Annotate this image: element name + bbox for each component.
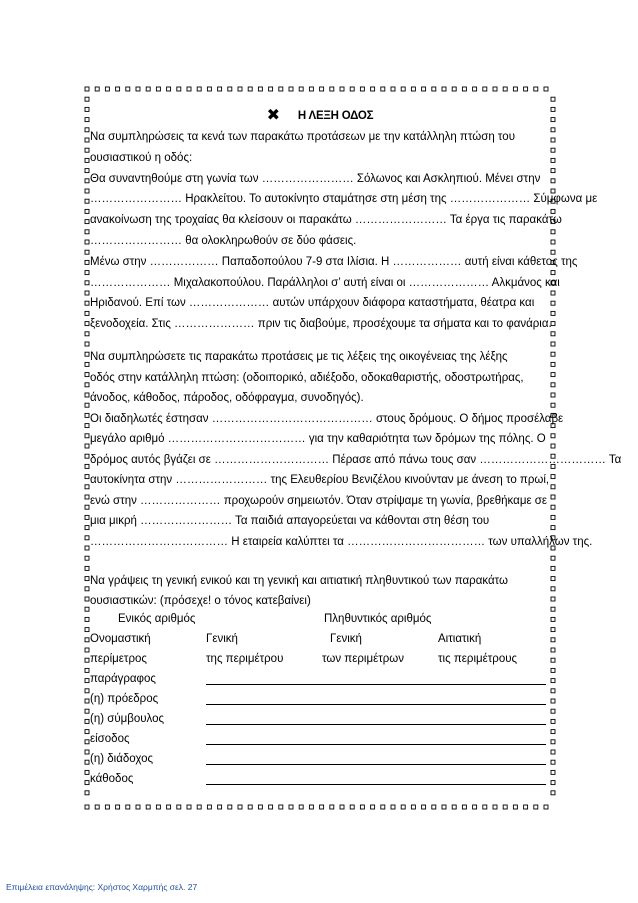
- exercise-1-line: Θα συναντηθούμε στη γωνία των …………………… Σόλωνος και Ασκληπιού. Μένει στην: [90, 172, 541, 185]
- title-text: Η ΛΕΞΗ ΟΔΟΣ: [297, 110, 374, 122]
- header-plural: Πληθυντικός αριθμός: [324, 613, 432, 625]
- butterfly-icon: ✖: [266, 107, 280, 124]
- header-singular: Ενικός αριθμός: [118, 613, 196, 625]
- exercise-3-intro-line: Να γράψεις τη γενική ενικού και τη γενική και αιτιατική πληθυντικού των παρακάτω: [90, 575, 508, 587]
- example-cell: της περιμέτρου: [206, 653, 284, 665]
- exercise-2-line: αυτοκίνητα στην …………………… της Ελευθερίου Βενιζέλου κινούνταν με άνεση το πρωί,: [90, 474, 550, 486]
- exercise-2-line: ενώ στην ………………… προχωρούν σημειωτόν. Όταν στρίψαμε τη γωνία, βρεθήκαμε σε: [90, 494, 547, 507]
- exercise-1-line: …………………… Ηρακλείτου. Το αυτοκίνητο σταμάτησε στη μέση της ………………… Σύμφωνα με: [90, 193, 598, 206]
- exercise-3-intro-line: ουσιαστικών: (πρόσεχε! ο τόνος κατεβαίνει): [90, 595, 311, 607]
- example-cell: των περιμέτρων: [322, 653, 405, 665]
- exercise-1-line: Μένω στην ……………… Παπαδοπούλου 7-9 στα Ιλίσια. Η ……………… αυτή είναι κάθετος της: [90, 255, 578, 268]
- exercise-2-line: Να συμπληρώσετε τις παρακάτω προτάσεις με τις λέξεις της οικογένειας της λέξης: [90, 351, 508, 363]
- exercise-2-line: οδός στην κατάλληλη πτώση: (οδοιπορικό, αδιέξοδο, οδοκαθαριστής, οδοστρωτήρας,: [90, 371, 524, 384]
- exercise-1-line: ουσιαστικού η οδός:: [90, 151, 193, 164]
- word-cell: παράγραφος: [90, 673, 156, 685]
- answer-line[interactable]: [206, 744, 546, 745]
- page-title: [90, 104, 550, 124]
- exercise-1-line: ανακοίνωση της τροχαίας θα κλείσουν οι παρακάτω …………………… Τα έργα τις παρακάτω: [90, 214, 562, 227]
- exercise-2-line: ……………………………… Η εταιρεία καλύπτει τα ……………………………… των υπαλλήλων της.: [90, 535, 593, 548]
- exercise-2-line: Οι διαδηλωτές έστησαν …………………………………… στους δρόμους. Ο δήμος προσέλαβε: [90, 412, 564, 425]
- word-cell: (η) σύμβουλος: [90, 713, 165, 725]
- exercise-1-line: …………………… θα ολοκληρωθούν σε δύο φάσεις.: [90, 235, 357, 247]
- exercise-1-line: Να συμπληρώσεις τα κενά των παρακάτω προτάσεων με την κατάλληλη πτώση του: [90, 131, 515, 143]
- exercise-2-line: άνοδος, κάθοδος, πάροδος, οδόφραγμα, συνοδηγός).: [90, 392, 364, 404]
- exercise-1-line: ………………… Μιχαλακοπούλου. Παράλληλοι σ’ αυτή είναι οι ………………… Αλκμάνος και: [90, 276, 560, 289]
- column-header: Γενική: [206, 633, 238, 645]
- exercise-1-line: ξενοδοχεία. Στις ………………… πριν τις διαβούμε, προσέχουμε τα σήματα και το φανάρια.: [90, 318, 552, 331]
- answer-line[interactable]: [206, 764, 546, 765]
- word-cell: είσοδος: [90, 733, 130, 745]
- column-header: Ονομαστική: [90, 633, 151, 645]
- page-footer: Επιμέλεια επανάληψης: Χρήστος Χαρμπής σελ. 27: [6, 882, 198, 892]
- exercise-2-line: δρόμος αυτός βγάζει σε ………………………… Πέρασε από πάνω τους σαν …………………………… Τα: [90, 453, 622, 466]
- column-header: Αιτιατική: [438, 633, 482, 645]
- exercise-2-line: μεγάλο αριθμό ……………………………… για την καθαριότητα των δρόμων της πόλης. Ο: [90, 433, 546, 445]
- exercise-1-line: Ηριδανού. Επί των ………………… αυτών υπάρχουν διάφορα καταστήματα, θέατρα και: [90, 297, 535, 310]
- exercise-2-line: μια μικρή …………………… Τα παιδιά απαγορεύεται να κάθονται στη θέση του: [90, 515, 490, 527]
- answer-line[interactable]: [206, 724, 546, 725]
- example-cell: τις περιμέτρους: [438, 653, 518, 665]
- answer-line[interactable]: [206, 784, 546, 785]
- column-header: Γενική: [330, 633, 362, 645]
- answer-line[interactable]: [206, 704, 546, 705]
- word-cell: (η) πρόεδρος: [90, 693, 159, 705]
- word-cell: κάθοδος: [90, 773, 134, 785]
- example-cell: περίμετρος: [90, 653, 147, 665]
- word-cell: (η) διάδοχος: [90, 753, 154, 765]
- answer-line[interactable]: [206, 684, 546, 685]
